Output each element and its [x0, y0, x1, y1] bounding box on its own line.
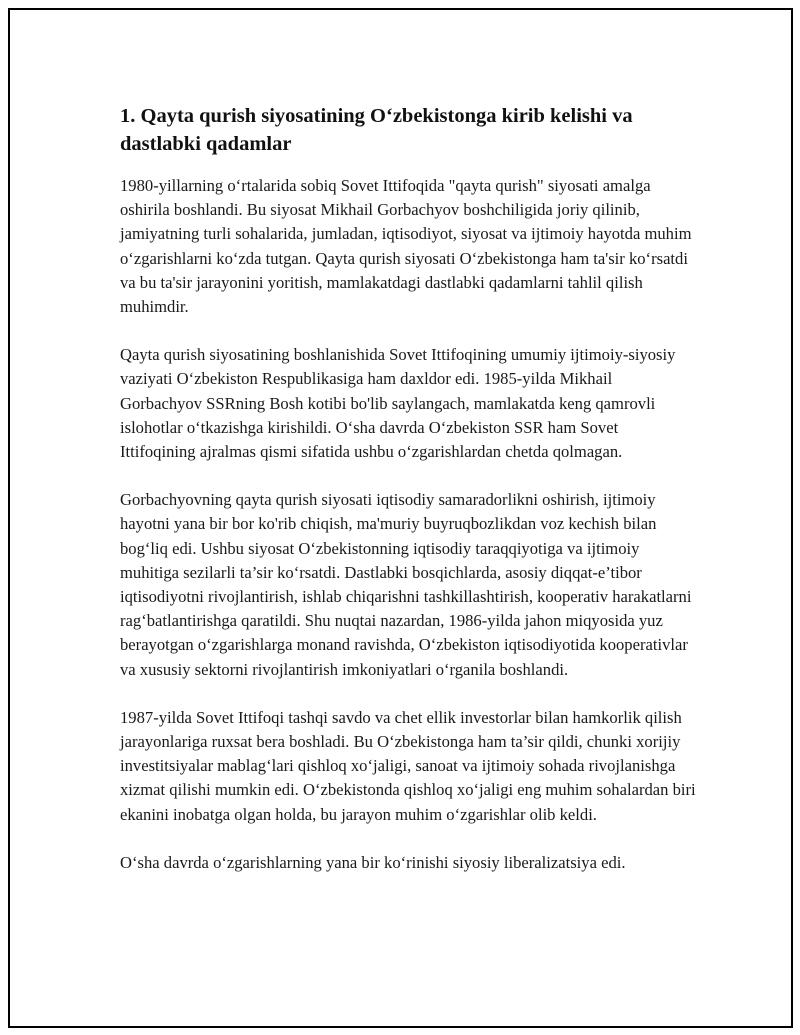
- paragraph-1: 1980-yillarning o‘rtalarida sobiq Sovet Ittifoqida "qayta qurish" siyosati amalga oshirila boshlandi. Bu siyosat Mikhail Gorbachyov boshchiligida joriy qilinib, jamiyatning turli sohalarida, jumladan, iqtisodiyot, siyosat va ijtimoiy hayotda muhim o‘zgarishlarni ko‘zda tutgan. Qayta qurish siyosati O‘zbekistonga ham ta'sir ko‘rsatdi va bu ta'sir jarayonini yoritish, mamlakatdagi dastlabki qadamlarni tahlil qilish muhimdir.: [120, 176, 692, 317]
- paragraph-5: O‘sha davrda o‘zgarishlarning yana bir ko‘rinishi siyosiy liberalizatsiya edi.: [120, 852, 626, 872]
- page-frame: [8, 8, 793, 1028]
- paragraph-4: 1987-yilda Sovet Ittifoqi tashqi savdo va chet ellik investorlar bilan hamkorlik qilish jarayonlariga ruxsat bera boshladi. Bu O‘zbekistonga ham ta’sir qildi, chunki xorijiy investitsiyalar mablag‘lari qishloq xo‘jaligi, sanoat va ijtimoiy sohada rivojlanishga xizmat qilishi mumkin edi. O‘zbekistonda qishloq xo‘jaligi eng muhim sohalardan biri ekanini inobatga olgan holda, bu jarayon muhim o‘zgarishlar olib keldi.: [120, 707, 696, 824]
- paragraph-3: Gorbachyovning qayta qurish siyosati iqtisodiy samaradorlikni oshirish, ijtimoiy hayotni yana bir bor ko'rib chiqish, ma'muriy buyruqbozlikdan voz kechish bilan bog‘liq edi. Ushbu siyosat O‘zbekistonning iqtisodiy taraqqiyotiga va ijtimoiy muhitiga sezilarli ta’sir ko‘rsatdi. Dastlabki bosqichlarda, asosiy diqqat-e’tibor iqtisodiyotni rivojlantirish, ishlab chiqarishni tashkillashtirish, kooperativ harakatlarni rag‘batlantirishga qaratildi. Shu nuqtai nazardan, 1986-yilda jahon miqyosida yuz berayotgan o‘zgarishlarga monand ravishda, O‘zbekiston iqtisodiyotida kooperativlar va xususiy sektorni rivojlantirish imkoniyatlari o‘rganila boshlandi.: [120, 490, 692, 679]
- paragraph-2: Qayta qurish siyosatining boshlanishida Sovet Ittifoqining umumiy ijtimoiy-siyosiy vaziyati O‘zbekiston Respublikasiga ham daxldor edi. 1985-yilda Mikhail Gorbachyov SSRning Bosh kotibi bo'lib saylangach, mamlakatda keng qamrovli islohotlar o‘tkazishga kirishildi. O‘sha davrda O‘zbekiston SSR ham Sovet Ittifoqining ajralmas qismi sifatida ushbu o‘zgarishlardan chetda qolmagan.: [120, 345, 676, 462]
- document-body: [120, 102, 696, 899]
- section-heading: 1. Qayta qurish siyosatining O‘zbekistonga kirib kelishi va dastlabki qadamlar: [120, 105, 633, 155]
